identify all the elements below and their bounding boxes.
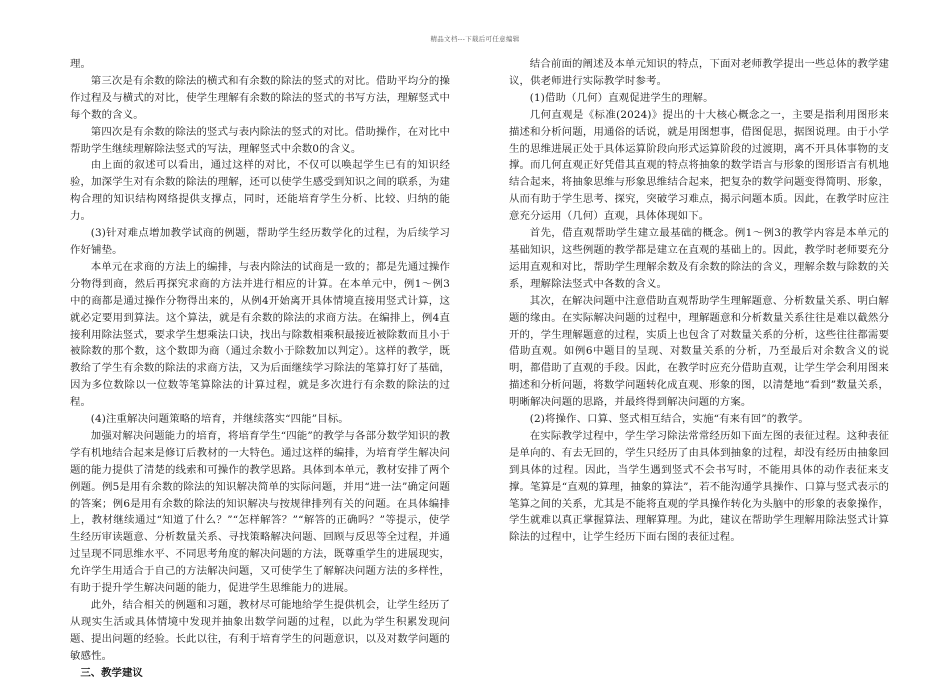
left-paragraph-9: 此外，结合相关的例题和习题，教材尽可能地给学生提供机会，让学生经历了从现实生活或具体情境中发现并抽象出数学问题的过程，以此为学生积累发现问题、提出问题的经验。长此以往，有利于培育学生的问题意识，以及对数学问题的敏感性。 [70,599,450,662]
section-heading: 三、教学建议 [80,666,143,679]
left-paragraph-2: 第三次是有余数的除法的横式和有余数的除法的竖式的对比。借助平均分的操作过程及与横式的对比，使学生理解有余数的除法的竖式的书写方法，理解竖式中每个数的含义。 [70,74,450,121]
left-paragraph-1: 理。 [70,58,92,70]
right-paragraph-2: (1)借助（几何）直观促进学生的理解。 [529,91,714,104]
right-column [509,56,889,546]
right-paragraph-3: 几何直观是《标准(2024)》提出的十大核心概念之一，主要是指利用图形来描述和分析问题，用通俗的话说，就是用图想事，借图促思，据图说理。由于小学生的思维进展正处于具体运算阶段向形式运算阶段的过渡期，离不开具体事物的支撑。而几何直观正好凭借其直观的特点将抽象的数学语言与形象的图形语言有机地结合起来，将抽象思维与形象思维结合起来，把复杂的数学问题变得简明、形象，从而有助于学生思考、探究，突破学习难点，揭示问题本质。因此，在教学时应注意充分运用（几何）直观，具体体现如下。 [509,108,889,223]
right-paragraph-7: 在实际教学过程中，学生学习除法常常经历如下面左图的表征过程。这种表征是单向的、有去无回的，学生只经历了由具体到抽象的过程，却没有经历由抽象回到具体的过程。因此，当学生遇到竖式不会书写时，不能用具体的动作表征来支撑。笔算是“直观的算理，抽象的算法”，若不能沟通学具操作、口算与竖式表示的笔算之间的关系，尤其是不能将直观的学具操作转化为头脑中的形象的表象操作，学生就难以真正掌握算法、理解算理。为此，建议在帮助学生理解用除法竖式计算除法的过程中，让学生经历下面右图的表征过程。 [509,429,889,544]
right-paragraph-1: 结合前面的阐述及本单元知识的特点，下面对老师教学提出一些总体的教学建议，供老师进行实际教学时参考。 [509,58,889,87]
right-paragraph-5: 其次，在解决问题中注意借助直观帮助学生理解题意、分析数量关系、明白解题的缘由。在实际解决问题的过程中，理解题意和分析数量关系往往是难以截然分开的，学生理解题意的过程，实质上也包含了对数量关系的分析，这些往往都需要借助直观。如例6中题目的呈现、对数量关系的分析，乃至最后对余数含义的说明，都借助了直观的手段。因此，在教学时应充分借助直观，让学生学会利用图来描述和分析问题，将数学问题转化成直观、形象的图，以清楚地“看到”数量关系，明晰解决问题的思路，并最终得到解决问题的方案。 [509,294,889,409]
left-paragraph-8: 加强对解决问题能力的培育，将培育学生“四能”的教学与各部分数学知识的教学有机地结合起来是修订后教材的一大特色。通过这样的编排，为培育学生解决问题的能力提供了清楚的线索和可操作的教学思路。具体到本单元，教材安排了两个例题。例5是用有余数的除法的知识解决简单的实际问题，并用“进一法”确定问题的答案；例6是用有余数的除法的知识解决与按规律排列有关的问题。在具体编排上，教材继续通过“知道了什么？”“怎样解答？”“解答的正确吗？”等提示，使学生经历审读题意、分析数量关系、寻找策略解决问题、回顾与反思等全过程，并通过呈现不同思维水平、不同思考角度的解决问题的方法，既尊重学生的进展现实，允许学生用适合于自己的方法解决问题，又可使学生了解解决问题方法的多样性，有助于提升学生解决问题的能力，促进学生思维能力的进展。 [70,429,450,595]
left-paragraph-6: 本单元在求商的方法上的编排，与表内除法的试商是一致的；都是先通过操作分物得到商，然后再探究求商的方法并进行相应的计算。在本单元中，例1～例3中的商都是通过操作分物得出来的，从例4开始离开具体情境直接用竖式计算，这就必定要用到算法。这个算法，就是有余数的除法的求商方法。在编排上，例4直接利用除法竖式，要求学生想乘法口诀，找出与除数相乘积最接近被除数而且小于被除数的那个数，这个数即为商（通过余数小于除数加以判定）。这样的教学，既教给了学生有余数的除法的求商方法，又为后面继续学习除法的笔算打好了基础，因为多位数除以一位数等笔算除法的计算过程，就是多次进行有余数的除法的过程。 [70,260,450,409]
right-paragraph-6: (2)将操作、口算、竖式相互结合，实施“有来有回”的教学。 [529,413,809,426]
left-paragraph-3: 第四次是有余数的除法的竖式与表内除法的竖式的对比。借助操作，在对比中帮助学生继续理解除法竖式的写法，理解竖式中余数0的含义。 [70,125,450,155]
page-header: 精品文档---下载后可任意编辑 [430,35,520,43]
left-paragraph-4: 由上面的叙述可以看出，通过这样的对比，不仅可以唤起学生已有的知识经验，加深学生对有余数的除法的理解，还可以使学生感受到知识之间的联系，为建构合理的知识结构网络提供支撑点，同时，还能培育学生分析、比较、归纳的能力。 [70,159,450,223]
left-paragraph-7: (4)注重解决问题策略的培育，并继续落实“四能”目标。 [90,413,349,426]
right-paragraph-4: 首先，借直观帮助学生建立最基础的概念。例1～例3的教学内容是本单元的基础知识，这些例题的教学都是建立在直观的基础上的。因此，教学时老师要充分运用直观和对比，帮助学生理解余数及有余数的除法的含义，理解余数与除数的关系，理解除法竖式中各数的含义。 [509,227,889,290]
left-paragraph-5: (3)针对难点增加教学试商的例题，帮助学生经历数学化的过程，为后续学习作好铺垫。 [70,227,450,256]
left-column [70,56,450,682]
